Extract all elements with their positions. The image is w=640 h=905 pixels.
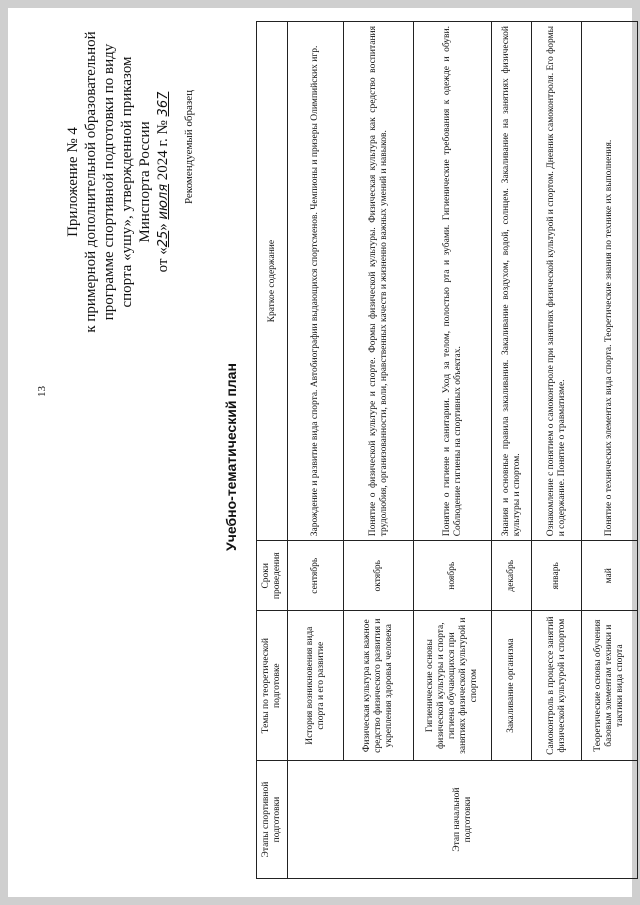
header-content: Краткое содержание bbox=[257, 22, 288, 541]
recommended-sample-note: Рекомендуемый образец bbox=[183, 89, 195, 205]
term-cell: сентябрь bbox=[288, 541, 344, 611]
theme-cell: Самоконтроль в процессе занятий физической культурой и спортом bbox=[532, 611, 582, 761]
appendix-line-3: спорта «ушу», утвержденной приказом bbox=[119, 56, 135, 308]
term-cell: октябрь bbox=[344, 541, 414, 611]
order-day: 25 bbox=[156, 230, 171, 248]
order-month: июля bbox=[156, 183, 171, 220]
content-cell: Понятие о технических элементах вида спорта. Теоретические знания по технике их выполнения. bbox=[582, 22, 638, 541]
theme-cell: Гигиенические основы физической культуры и спорта, гигиена обучающихся при занятиях физической культурой и спортом bbox=[414, 611, 492, 761]
theme-cell: Теоретические основы обучения базовым элементам техники и тактики вида спорта bbox=[582, 611, 638, 761]
rotated-landscape-content bbox=[8, 8, 632, 897]
header-stage: Этапы спортивной подготовки bbox=[257, 761, 288, 879]
header-theme: Темы по теоретической подготовке bbox=[257, 611, 288, 761]
term-cell: январь bbox=[532, 541, 582, 611]
content-cell: Понятие о гигиене и санитарии. Уход за телом, полостью рта и зубами. Гигиенические требования к одежде и обуви. Соблюдение гигиены на спортивных объектах. bbox=[414, 22, 492, 541]
content-cell: Знания и основные правила закаливания. Закаливание воздухом, водой, солнцем. Закаливание на занятиях физической культуры и спортом. bbox=[492, 22, 532, 541]
document-page bbox=[8, 8, 632, 897]
term-cell: декабрь bbox=[492, 541, 532, 611]
content-cell: Ознакомление с понятием о самоконтроле при занятиях физической культурой и спортом. Дневник самоконтроля. Его формы и содержание. Понятие о травматизме. bbox=[532, 22, 582, 541]
thematic-plan-table bbox=[256, 21, 638, 879]
table-row bbox=[288, 22, 344, 879]
theme-cell: История возникновения вида спорта и его развитие bbox=[288, 611, 344, 761]
content-cell: Зарождение и развитие вида спорта. Автобиографии выдающихся спортсменов. Чемпионы и призеры Олимпийских игр. bbox=[288, 22, 344, 541]
theme-cell: Закаливание организма bbox=[492, 611, 532, 761]
plan-title: Учебно-тематический план bbox=[223, 363, 239, 551]
header-term: Сроки проведения bbox=[257, 541, 288, 611]
table-row bbox=[414, 22, 492, 879]
appendix-line-4: Минспорта России bbox=[137, 121, 153, 243]
content-cell: Понятие о физической культуре и спорте. Формы физической культуры. Физическая культура как средство воспитания трудолюбия, организованности, воли, нравственных качеств и жизненно важных умений и навыков. bbox=[344, 22, 414, 541]
order-mid: » bbox=[155, 223, 171, 231]
table-row bbox=[492, 22, 532, 879]
theme-cell: Физическая культура как важное средство физического развития и укрепления здоровья человека bbox=[344, 611, 414, 761]
page-number: 13 bbox=[36, 386, 48, 397]
order-prefix: от « bbox=[155, 247, 171, 273]
order-number: 367 bbox=[156, 91, 171, 117]
appendix-header bbox=[64, 17, 173, 347]
stage-cell: Этап начальной подготовки bbox=[288, 761, 638, 879]
term-cell: ноябрь bbox=[414, 541, 492, 611]
table-header-row bbox=[257, 22, 288, 879]
appendix-line-1: к примерной дополнительной образовательной bbox=[83, 31, 99, 333]
appendix-line-2: программе спортивной подготовки по виду bbox=[101, 43, 117, 321]
term-cell: май bbox=[582, 541, 638, 611]
table-row bbox=[532, 22, 582, 879]
order-year: 2024 г. № bbox=[155, 120, 171, 181]
order-date-line bbox=[154, 17, 173, 347]
appendix-title: Приложение № 4 bbox=[65, 127, 81, 237]
table-row bbox=[582, 22, 638, 879]
table-row bbox=[344, 22, 414, 879]
